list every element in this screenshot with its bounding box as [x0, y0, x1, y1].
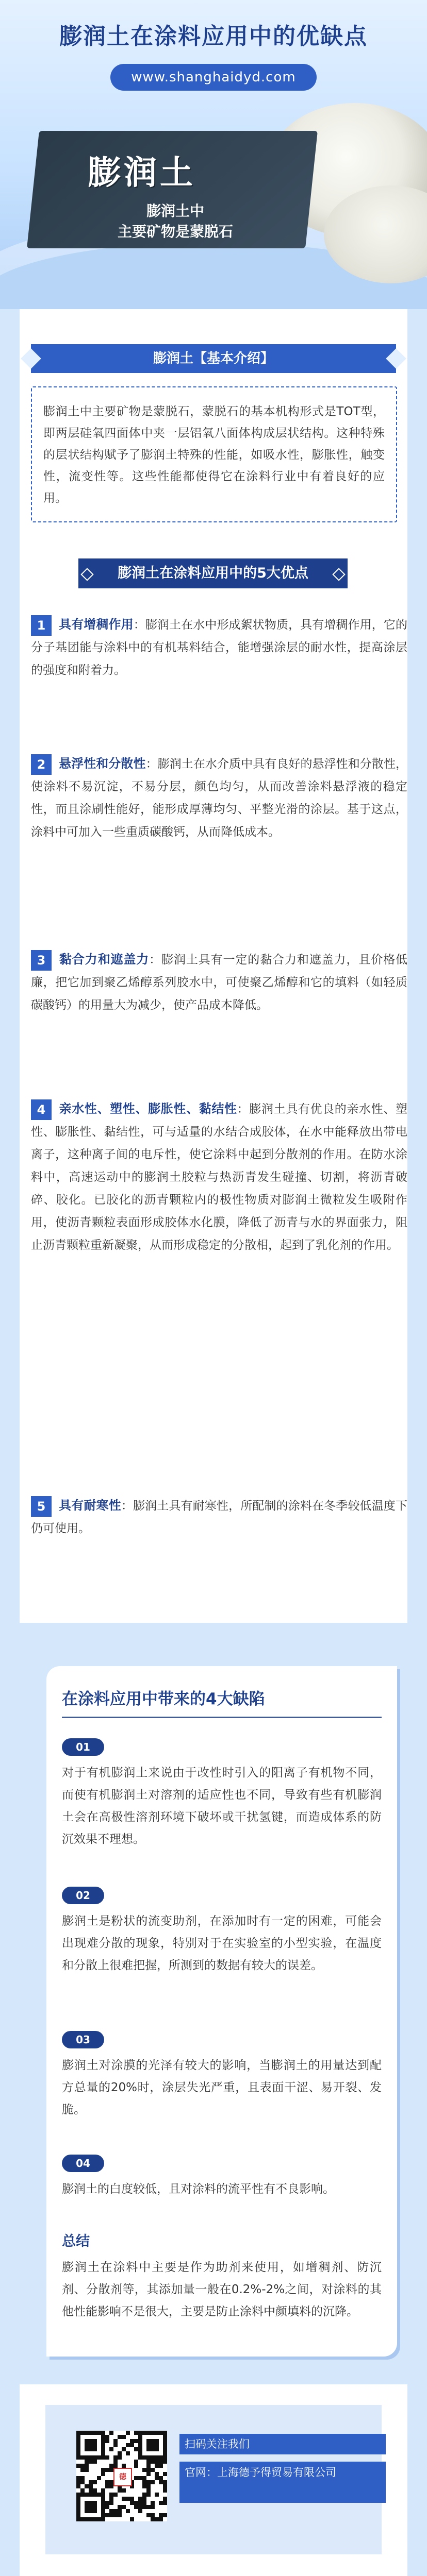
qr-module: [101, 2451, 105, 2455]
qr-module: [163, 2501, 167, 2505]
qr-module: [76, 2451, 80, 2455]
qr-module: [113, 2464, 118, 2468]
qr-module: [85, 2493, 89, 2497]
disadvantage-badge: 03: [62, 2031, 104, 2048]
banner-title: 膨润土: [88, 154, 196, 192]
summary-text: 膨润土在涂料中主要是作为助剂来使用，如增稠剂、防沉剂、分散剂等，其添加量一般在0.2%-2%之间，对涂料的其他性能影响不是很大，主要是防止涂料中颜填料的沉降。: [62, 2261, 382, 2318]
advantage-key: 具有增稠作用: [59, 617, 134, 632]
qr-module: [155, 2472, 159, 2476]
qr-module: [130, 2501, 134, 2505]
qr-module: [142, 2480, 146, 2484]
qr-module: [89, 2509, 93, 2513]
qr-module: [97, 2493, 101, 2497]
qr-module: [105, 2501, 109, 2505]
qr-module: [126, 2431, 130, 2435]
qr-module: [105, 2468, 109, 2472]
qr-module: [89, 2431, 93, 2435]
divider: [62, 1717, 382, 1718]
qr-module: [163, 2435, 167, 2439]
qr-module: [142, 2484, 146, 2488]
qr-module: [109, 2501, 113, 2505]
qr-module: [80, 2455, 85, 2460]
qr-module: [138, 2443, 142, 2447]
qr-module: [109, 2484, 113, 2488]
qr-module: [80, 2488, 85, 2493]
qr-module: [155, 2447, 159, 2451]
qr-module: [163, 2439, 167, 2443]
qr-module: [76, 2476, 80, 2480]
qr-module: [80, 2464, 85, 2468]
qr-module: [138, 2505, 142, 2509]
qr-module: [113, 2439, 118, 2443]
qr-module: [130, 2497, 134, 2501]
qr-module: [163, 2488, 167, 2493]
qr-module: [155, 2464, 159, 2468]
qr-module: [146, 2505, 151, 2509]
qr-module: [93, 2505, 97, 2509]
qr-module: [80, 2493, 85, 2497]
disadvantage-badge: 02: [62, 1887, 104, 1904]
disadvantage-badge: 01: [62, 1738, 104, 1756]
advantage-item: [31, 752, 407, 843]
qr-module: [97, 2455, 101, 2460]
advantage-number: 1: [31, 615, 52, 636]
qr-module: [93, 2431, 97, 2435]
advantage-text: ：膨润土具有一定的黏合力和遮盖力，且价格低廉，把它加到聚乙烯醇系列胶水中，可使聚乙烯醇和它的填料（如轻质碳酸钙）的用量大为减少，使产品成本降低。: [31, 953, 408, 1012]
qr-module: [76, 2505, 80, 2509]
disadvantages-card: [46, 1666, 397, 2357]
qr-module: [89, 2443, 93, 2447]
advantage-key: 亲水性、塑性、膨胀性、黏结性: [59, 1101, 237, 1116]
qr-module: [146, 2460, 151, 2464]
qr-module: [76, 2509, 80, 2513]
qr-module: [142, 2501, 146, 2505]
qr-module: [146, 2443, 151, 2447]
qr-module: [101, 2513, 105, 2517]
advantage-text: ：膨润土在水介质中具有良好的悬浮性和分散性，使涂料不易沉淀，不易分层，颜色均匀，从而改善涂料悬浮液的稳定性，而且涂刷性能好，能形成厚薄均匀、平整光滑的涂层。基于这点，涂料中可加入一些重质碳酸钙，从而降低成本。: [31, 757, 408, 839]
qr-module: [109, 2480, 113, 2484]
qr-module: [159, 2517, 163, 2521]
qr-module: [76, 2501, 80, 2505]
header-banner: [0, 0, 427, 309]
qr-module: [138, 2447, 142, 2451]
qr-module: [142, 2431, 146, 2435]
qr-module: [126, 2509, 130, 2513]
qr-module: [76, 2513, 80, 2517]
qr-module: [113, 2513, 118, 2517]
intro-heading: 膨润土【基本介绍】: [31, 344, 396, 373]
qr-module: [80, 2468, 85, 2472]
qr-module: [97, 2517, 101, 2521]
banner-subtitle-line: 主要矿物是蒙脱石: [117, 223, 233, 240]
qr-module: [89, 2505, 93, 2509]
qr-module: [151, 2501, 155, 2505]
qr-module: [159, 2455, 163, 2460]
qr-module: [105, 2484, 109, 2488]
qr-module: [118, 2513, 122, 2517]
qr-module: [151, 2468, 155, 2472]
qr-module: [138, 2435, 142, 2439]
qr-module: [80, 2476, 85, 2480]
qr-module: [163, 2513, 167, 2517]
qr-module: [89, 2439, 93, 2443]
advantage-text: ：膨润土在水中形成絮状物质，具有增稠作用，它的分子基团能与涂料中的有机基料结合，能增强涂层的耐水性，提高涂层的强度和附着力。: [31, 618, 408, 677]
qr-module: [93, 2447, 97, 2451]
qr-module: [126, 2443, 130, 2447]
qr-module: [151, 2443, 155, 2447]
qr-module: [138, 2501, 142, 2505]
qr-module: [146, 2439, 151, 2443]
qr-module: [146, 2513, 151, 2517]
qr-module: [101, 2435, 105, 2439]
qr-module: [163, 2443, 167, 2447]
qr-module: [142, 2468, 146, 2472]
qr-module: [76, 2484, 80, 2488]
disadvantage-badge: 04: [62, 2155, 104, 2172]
qr-module: [85, 2517, 89, 2521]
advantage-number: 3: [31, 950, 52, 971]
qr-module: [113, 2455, 118, 2460]
qr-module: [142, 2505, 146, 2509]
advantage-text: ：膨润土具有耐寒性，所配制的涂料在冬季较低温度下仍可使用。: [31, 1499, 408, 1535]
qr-module: [105, 2513, 109, 2517]
advantage-number: 4: [31, 1099, 52, 1120]
qr-module: [101, 2443, 105, 2447]
qr-module: [159, 2431, 163, 2435]
qr-module: [151, 2447, 155, 2451]
qr-module: [101, 2488, 105, 2493]
qr-module: [85, 2468, 89, 2472]
qr-module: [151, 2513, 155, 2517]
qr-module: [146, 2455, 151, 2460]
qr-module: [93, 2509, 97, 2513]
qr-module: [89, 2480, 93, 2484]
qr-module: [163, 2484, 167, 2488]
qr-module: [93, 2493, 97, 2497]
qr-module: [105, 2435, 109, 2439]
qr-module: [105, 2439, 109, 2443]
qr-module: [93, 2517, 97, 2521]
qr-module: [159, 2501, 163, 2505]
qr-module: [155, 2443, 159, 2447]
qr-module: [130, 2439, 134, 2443]
qr-module: [151, 2480, 155, 2484]
qr-module: [126, 2497, 130, 2501]
qr-code[interactable]: [76, 2431, 167, 2521]
qr-module: [138, 2497, 142, 2501]
qr-module: [155, 2460, 159, 2464]
qr-module: [109, 2468, 113, 2472]
qr-module: [134, 2431, 138, 2435]
qr-module: [76, 2443, 80, 2447]
qr-module: [76, 2497, 80, 2501]
qr-module: [138, 2509, 142, 2513]
qr-module: [134, 2464, 138, 2468]
qr-module: [130, 2517, 134, 2521]
qr-module: [163, 2455, 167, 2460]
qr-module: [155, 2431, 159, 2435]
qr-module: [76, 2439, 80, 2443]
qr-module: [89, 2455, 93, 2460]
qr-module: [146, 2468, 151, 2472]
qr-module: [113, 2493, 118, 2497]
qr-module: [155, 2455, 159, 2460]
qr-module: [146, 2484, 151, 2488]
qr-module: [159, 2460, 163, 2464]
qr-module: [89, 2517, 93, 2521]
advantages-heading: 膨润土在涂料应用中的5大优点: [78, 558, 348, 588]
qr-module: [118, 2488, 122, 2493]
qr-module: [134, 2460, 138, 2464]
qr-module: [85, 2460, 89, 2464]
qr-module: [142, 2476, 146, 2480]
qr-module: [146, 2431, 151, 2435]
qr-module: [85, 2484, 89, 2488]
qr-module: [105, 2480, 109, 2484]
qr-module: [85, 2455, 89, 2460]
qr-module: [109, 2447, 113, 2451]
qr-module: [105, 2505, 109, 2509]
qr-module: [134, 2501, 138, 2505]
disadvantage-text: 膨润土的白度较低，且对涂料的流平性有不良影响。: [62, 2182, 335, 2196]
qr-module: [101, 2509, 105, 2513]
qr-module: [146, 2480, 151, 2484]
intro-text: 膨润土中主要矿物是蒙脱石，蒙脱石的基本机构形式是TOT型，即两层硅氧四面体中夹一层铝氧八面体构成层状结构。这种特殊的层状结构赋予了膨润土特殊的性能，如吸水性，膨胀性，触变性，流变性等。这些性能都使得它在涂料行业中有着良好的应用。: [43, 405, 385, 505]
qr-module: [89, 2493, 93, 2497]
disadvantages-heading: 在涂料应用中带来的4大缺陷: [62, 1690, 265, 1708]
qr-module: [163, 2431, 167, 2435]
qr-module: [142, 2455, 146, 2460]
qr-module: [101, 2505, 105, 2509]
disadvantage-text: 对于有机膨润土来说由于改性时引入的阳离子有机物不同，而使有机膨润土对溶剂的适应性也不同，导致有些有机膨润土会在高极性溶剂环境下破坏或干扰氢键，而造成体系的防沉效果不理想。: [62, 1766, 382, 1846]
qr-module: [89, 2447, 93, 2451]
qr-module: [163, 2460, 167, 2464]
qr-module: [80, 2517, 85, 2521]
summary-title: 总结: [62, 2233, 90, 2249]
advantage-item: [31, 1097, 407, 1257]
qr-module: [151, 2505, 155, 2509]
advantage-item: [31, 948, 407, 1016]
qr-module: [97, 2431, 101, 2435]
page-title: 膨润土在涂料应用中的优缺点: [59, 23, 368, 49]
qr-module: [146, 2488, 151, 2493]
qr-module: [85, 2509, 89, 2513]
qr-module: [101, 2439, 105, 2443]
disadvantage-text: 膨润土对涂膜的光泽有较大的影响，当膨润土的用量达到配方总量的20%时，涂层失光严重，且表面干涩、易开裂、发脆。: [62, 2059, 382, 2116]
qr-module: [85, 2464, 89, 2468]
qr-module: [122, 2497, 126, 2501]
qr-module: [122, 2435, 126, 2439]
qr-module: [93, 2439, 97, 2443]
website-label: 官网：上海德予得贸易有限公司: [179, 2462, 386, 2503]
qr-module: [109, 2509, 113, 2513]
qr-module: [134, 2476, 138, 2480]
qr-module: [134, 2439, 138, 2443]
qr-module: [142, 2497, 146, 2501]
qr-module: [146, 2464, 151, 2468]
follow-label: 扫码关注我们: [179, 2434, 386, 2454]
qr-module: [89, 2460, 93, 2464]
banner-subtitle-line: 膨润土中: [146, 202, 204, 219]
qr-module: [85, 2501, 89, 2505]
qr-module: [122, 2464, 126, 2468]
qr-module: [76, 2431, 80, 2435]
qr-module: [101, 2468, 105, 2472]
qr-module: [151, 2431, 155, 2435]
disadvantage-text: 膨润土是粉状的流变助剂，在添加时有一定的困难，可能会出现难分散的现象，特别对于在实验室的小型实验，在温度和分散上很难把握，所测到的数据有较大的误差。: [62, 1914, 382, 1972]
qr-module: [109, 2464, 113, 2468]
qr-module: [118, 2505, 122, 2509]
qr-module: [155, 2517, 159, 2521]
footer: [20, 2384, 407, 2576]
qr-module: [76, 2517, 80, 2521]
qr-module: [85, 2431, 89, 2435]
qr-module: [93, 2480, 97, 2484]
intro-box: [31, 386, 397, 522]
qr-module: [138, 2476, 142, 2480]
qr-module: [146, 2447, 151, 2451]
qr-module: [118, 2451, 122, 2455]
qr-module: [118, 2435, 122, 2439]
qr-module: [126, 2451, 130, 2455]
qr-module: [85, 2447, 89, 2451]
qr-module: [163, 2497, 167, 2501]
qr-module: [159, 2476, 163, 2480]
advantage-key: 黏合力和遮盖力: [59, 952, 150, 967]
qr-module: [122, 2488, 126, 2493]
advantage-key: 具有耐寒性: [59, 1498, 121, 1513]
qr-module: [93, 2455, 97, 2460]
qr-module: [130, 2443, 134, 2447]
qr-module: [151, 2455, 155, 2460]
qr-module: [101, 2472, 105, 2476]
qr-module: [159, 2480, 163, 2484]
qr-module: [76, 2447, 80, 2451]
qr-module: [109, 2493, 113, 2497]
qr-module: [85, 2505, 89, 2509]
qr-module: [142, 2493, 146, 2497]
qr-module: [97, 2476, 101, 2480]
qr-module: [85, 2443, 89, 2447]
qr-module: [118, 2455, 122, 2460]
qr-module: [113, 2460, 118, 2464]
qr-module: [122, 2447, 126, 2451]
qr-module: [101, 2501, 105, 2505]
qr-module: [105, 2455, 109, 2460]
qr-module: [163, 2451, 167, 2455]
qr-module: [151, 2439, 155, 2443]
qr-module: [163, 2447, 167, 2451]
qr-module: [80, 2431, 85, 2435]
qr-logo: 德: [113, 2468, 132, 2486]
qr-module: [93, 2460, 97, 2464]
qr-module: [138, 2439, 142, 2443]
qr-module: [109, 2497, 113, 2501]
qr-module: [101, 2493, 105, 2497]
qr-module: [101, 2447, 105, 2451]
qr-module: [151, 2517, 155, 2521]
qr-module: [76, 2493, 80, 2497]
qr-module: [118, 2509, 122, 2513]
advantage-key: 悬浮性和分散性: [59, 756, 146, 771]
qr-module: [122, 2505, 126, 2509]
qr-module: [76, 2480, 80, 2484]
qr-module: [146, 2493, 151, 2497]
qr-module: [138, 2451, 142, 2455]
qr-module: [155, 2476, 159, 2480]
qr-module: [89, 2501, 93, 2505]
qr-module: [151, 2460, 155, 2464]
qr-module: [163, 2480, 167, 2484]
qr-module: [93, 2488, 97, 2493]
qr-module: [93, 2501, 97, 2505]
qr-module: [146, 2472, 151, 2476]
qr-module: [76, 2464, 80, 2468]
qr-module: [101, 2497, 105, 2501]
qr-module: [76, 2455, 80, 2460]
qr-module: [155, 2439, 159, 2443]
qr-module: [101, 2517, 105, 2521]
qr-module: [109, 2431, 113, 2435]
qr-module: [101, 2431, 105, 2435]
advantage-text: ：膨润土具有优良的亲水性、塑性、膨胀性、黏结性，可与适量的水结合成胶体，在水中能释放出带电离子，这种离子间的电斥性，使它涂料中起到分散剂的作用。在防水涂料中，高速运动中的膨润土胶粒与热沥青发生碰撞、切割，将沥青破碎、胶化。已胶化的沥青颗粒内的极性物质对膨润土微粒发生吸附作用，使沥青颗粒表面形成胶体水化膜，降低了沥青与水的界面张力，阻止沥青颗粒重新凝聚，从而形成稳定的分散相，起到了乳化剂的作用。: [31, 1103, 408, 1252]
qr-module: [138, 2455, 142, 2460]
qr-module: [76, 2435, 80, 2439]
qr-module: [85, 2439, 89, 2443]
qr-module: [93, 2443, 97, 2447]
qr-module: [163, 2472, 167, 2476]
banner-subtitle: [98, 201, 253, 242]
qr-module: [101, 2455, 105, 2460]
qr-module: [134, 2447, 138, 2451]
advantage-number: 2: [31, 754, 52, 775]
advantage-item: [31, 613, 407, 682]
qr-module: [138, 2431, 142, 2435]
qr-module: [113, 2443, 118, 2447]
qr-module: [113, 2509, 118, 2513]
qr-module: [89, 2488, 93, 2493]
website-link[interactable]: www.shanghaidyd.com: [110, 64, 317, 91]
qr-module: [134, 2505, 138, 2509]
advantage-number: 5: [31, 1496, 52, 1517]
qr-module: [159, 2513, 163, 2517]
advantage-item: [31, 1494, 407, 1540]
qr-module: [155, 2493, 159, 2497]
qr-module: [159, 2464, 163, 2468]
qr-module: [109, 2513, 113, 2517]
qr-module: [80, 2480, 85, 2484]
qr-module: [89, 2484, 93, 2488]
